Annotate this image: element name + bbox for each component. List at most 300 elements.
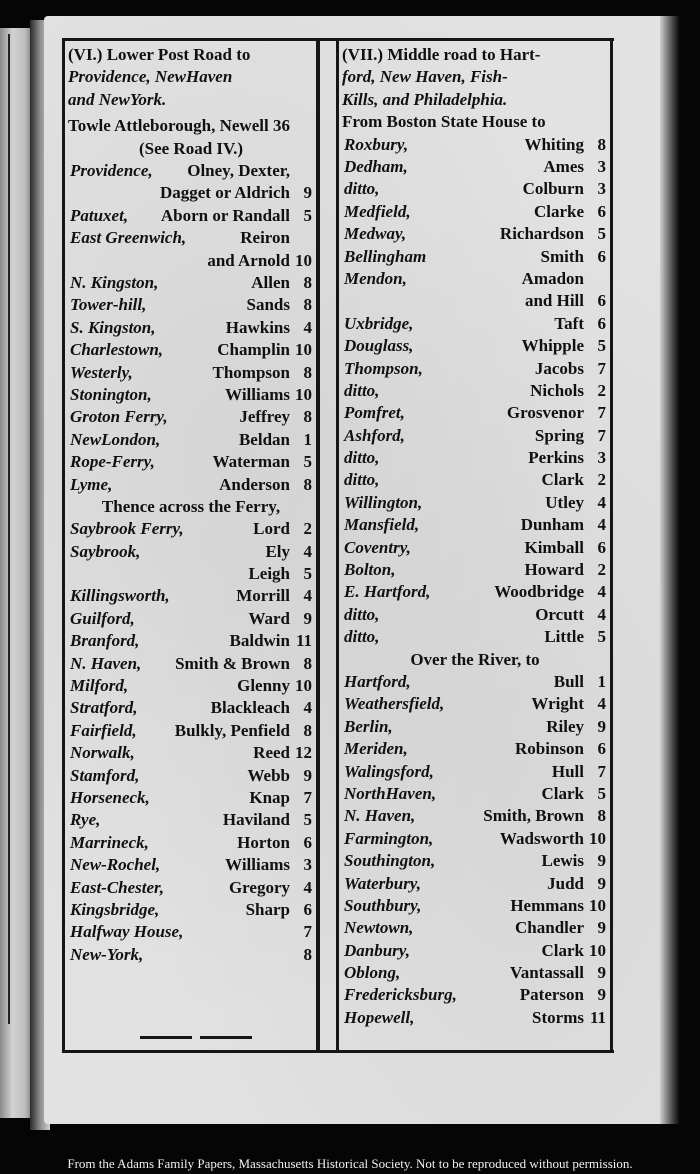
stage-row [340,1007,608,1029]
stage-place: Charlestown, [70,340,164,360]
stage-row [340,962,608,984]
stage-miles: 4 [303,541,312,561]
stage-place: Farmington, [344,828,434,848]
stage-place: Weathersfield, [344,694,445,714]
stage-miles: 7 [597,403,606,423]
innkeeper-name: Paterson [519,985,584,1005]
stage-miles: 6 [597,739,606,759]
stage-row [340,537,608,559]
stage-row [66,384,314,406]
stage-row [66,630,314,652]
stage-row [66,877,314,899]
stage-miles: 6 [303,899,312,919]
stage-row [340,492,608,514]
stage-place: N. Kingston, [70,272,159,292]
stage-place: Coventry, [344,537,411,557]
stage-miles: 12 [295,743,312,763]
stage-place: East Greenwich, [70,228,187,248]
stage-place: Saybrook, [70,541,141,561]
stage-row [66,474,314,496]
stage-row [66,272,314,294]
stage-miles: 1 [597,672,606,692]
stage-row [340,693,608,715]
stage-miles: 6 [597,246,606,266]
stage-row [340,828,608,850]
stage-place: Bellingham [344,246,427,266]
stage-miles: 5 [597,627,606,647]
frame-rule-left [62,38,65,1053]
stage-miles: 2 [597,380,606,400]
stage-list [66,518,314,966]
road-vi-column [66,44,314,966]
innkeeper-name: Bull [553,672,584,692]
stage-row [340,761,608,783]
stage-place: Dedham, [344,157,408,177]
stage-row [340,917,608,939]
end-dash [140,1036,192,1039]
stage-place: Mendon, [344,268,407,288]
stage-miles: 8 [303,474,312,494]
innkeeper-name: Clark [541,940,584,960]
ferry-line: Thence across the Ferry, [101,496,281,516]
stage-miles: 8 [597,806,606,826]
road-heading-line: Kills, and Philadelphia. [342,89,508,109]
stage-miles: 10 [295,250,312,270]
innkeeper-name: Reiron [240,228,290,248]
road-heading-line: (VII.) Middle road to Hart- [342,45,541,64]
stage-row [66,317,314,339]
stage-miles: 7 [597,425,606,445]
stage-place: Bolton, [344,560,396,580]
stage-row [340,156,608,178]
stage-miles: 11 [295,631,312,651]
innkeeper-name: Leigh [248,564,290,584]
stage-row [340,873,608,895]
stage-row [340,134,608,156]
stage-place: S. Kingston, [70,317,156,337]
stage-row [66,362,314,384]
stage-place: Branford, [70,631,140,651]
stage-miles: 6 [597,201,606,221]
stage-miles: 10 [589,828,606,848]
stage-miles: 2 [597,470,606,490]
stage-row [66,675,314,697]
innkeeper-name: Colburn [522,179,584,199]
stage-row [340,671,608,693]
stage-row [340,313,608,335]
stage-row [340,850,608,872]
innkeeper-name: Haviland [222,810,290,830]
road-heading-line: and NewYork. [68,89,167,109]
stage-place: Walingsford, [344,761,434,781]
stage-miles: 7 [597,358,606,378]
innkeeper-name: Vantassall [509,963,584,983]
stage-miles: 4 [597,582,606,602]
stage-row [66,339,314,361]
stage-place: Killingsworth, [70,586,170,606]
stage-miles: 6 [303,832,312,852]
stage-miles: 3 [597,157,606,177]
stage-row [340,783,608,805]
stage-place: NewLondon, [70,429,161,449]
innkeeper-name: Anderson [219,474,290,494]
stage-list [340,134,608,649]
stage-place: Newtown, [344,918,414,938]
innkeeper-name: and Hill [524,291,584,311]
stage-place: Waterbury, [344,873,421,893]
innkeeper-name: Judd [547,873,584,893]
stage-place: Fredericksburg, [344,985,457,1005]
stage-row [340,178,608,200]
stage-row [66,787,314,809]
stage-place: Groton Ferry, [70,407,168,427]
stage-miles: 10 [589,940,606,960]
stage-miles: 9 [597,716,606,736]
innkeeper-name: Glenny [237,676,290,696]
stage-miles: 5 [303,810,312,830]
stage-place: Saybrook Ferry, [70,519,184,539]
stage-miles: 11 [589,1007,606,1027]
stage-row [340,223,608,245]
stage-row [66,832,314,854]
stage-place: Roxbury, [344,134,409,154]
innkeeper-name: Riley [546,716,584,736]
stage-place: ditto, [344,627,380,647]
page-edge-shadow [660,16,680,1124]
stage-row [66,563,314,585]
stage-row [340,559,608,581]
innkeeper-name: Smith & Brown [175,653,290,673]
innkeeper-name: Aborn or Randall [160,205,290,225]
stage-place: ditto, [344,380,380,400]
innkeeper-name: Robinson [515,739,584,759]
stage-place: Meriden, [344,739,408,759]
stage-place: ditto, [344,604,380,624]
stage-place: Thompson, [344,358,423,378]
stage-place: Southington, [344,851,436,871]
stage-row [340,246,608,268]
road-heading-line: Providence, NewHaven [68,67,233,87]
stage-place: Marrineck, [70,832,149,852]
stage-row [66,205,314,227]
innkeeper-name: Whipple [521,336,584,356]
stage-miles: 8 [303,944,312,964]
from-line: From Boston State House to [342,112,546,132]
stage-miles: 6 [597,291,606,311]
stage-row [66,944,314,966]
stage-row [340,335,608,357]
innkeeper-name: Grosvenor [506,403,584,423]
stage-miles: 4 [597,515,606,535]
stage-place: Berlin, [344,716,393,736]
stage-row [340,358,608,380]
stage-place: Hopewell, [344,1007,415,1027]
stage-miles: 6 [597,313,606,333]
stage-miles: 5 [303,205,312,225]
stage-miles: 5 [597,336,606,356]
innkeeper-name: Reed [253,743,290,763]
facing-page-rule [8,34,10,1024]
stage-miles: 4 [597,604,606,624]
stage-place: Ashford, [344,425,405,445]
stage-place: Fairfield, [70,720,137,740]
stage-miles: 8 [303,295,312,315]
stage-miles: 8 [303,653,312,673]
stage-miles: 4 [597,492,606,512]
archive-credit: From the Adams Family Papers, Massachusetts Historical Society. Not to be reproduced without permission. [67,1156,633,1171]
innkeeper-name: Wadsworth [499,828,584,848]
stage-row [340,447,608,469]
innkeeper-name: Perkins [528,448,584,468]
stage-place: Uxbridge, [344,313,414,333]
innkeeper-name: Ward [248,608,290,628]
innkeeper-name: Waterman [212,452,290,472]
stage-miles: 2 [303,519,312,539]
innkeeper-name: Smith, Brown [483,806,584,826]
innkeeper-name: Little [544,627,584,647]
stage-row [66,541,314,563]
stage-row [340,469,608,491]
stage-place: Danbury, [344,940,410,960]
stage-place: Stonington, [70,384,152,404]
stage-place: E. Hartford, [344,582,431,602]
innkeeper-name: Olney, Dexter, [187,161,290,181]
innkeeper-name: Horton [237,832,290,852]
innkeeper-name: Bulkly, Penfield [174,720,290,740]
stage-row [66,608,314,630]
stage-row [66,742,314,764]
end-dash [200,1036,252,1039]
stage-miles: 3 [597,448,606,468]
stage-place: East-Chester, [70,877,164,897]
stage-place: N. Haven, [70,653,142,673]
stage-miles: 8 [303,272,312,292]
stage-row [340,940,608,962]
stage-miles: 9 [597,873,606,893]
innkeeper-name: Gregory [228,877,290,897]
innkeeper-name: Hemmans [510,895,584,915]
stage-row [66,809,314,831]
innkeeper-name: Allen [251,272,290,292]
stage-row [340,514,608,536]
innkeeper-name: Richardson [499,224,584,244]
road-heading-line: (VI.) Lower Post Road to [68,45,251,64]
stage-place: Southbury, [344,895,422,915]
stage-miles: 5 [597,783,606,803]
stage-row [66,765,314,787]
stage-miles: 4 [303,877,312,897]
stage-row [66,406,314,428]
innkeeper-name: Clarke [533,201,584,221]
stage-place: Westerly, [70,362,133,382]
innkeeper-name: Clark [541,783,584,803]
stage-place: Norwalk, [70,743,135,763]
innkeeper-name: Champlin [217,340,290,360]
road-vii-column [340,44,608,1029]
innkeeper-name: Kimball [524,537,584,557]
stage-place: Horseneck, [70,787,150,807]
stage-row [66,451,314,473]
stage-place: ditto, [344,448,380,468]
innkeeper-name: Ames [543,157,584,177]
stage-miles: 5 [303,452,312,472]
column-divider [316,38,320,1053]
stage-row [66,429,314,451]
stage-miles: 9 [303,765,312,785]
innkeeper-name: Spring [534,425,584,445]
frame-rule-right [610,38,613,1053]
stage-place: Stratford, [70,698,138,718]
stage-place: Guilford, [70,608,135,628]
stage-row [66,227,314,249]
stage-miles: 7 [597,761,606,781]
stage-place: Kingsbridge, [70,899,160,919]
stage-place: Oblong, [344,963,401,983]
innkeeper-name: Orcutt [535,604,584,624]
stage-place: Tower-hill, [70,295,147,315]
innkeeper-name: Howard [524,560,584,580]
innkeeper-name: Nichols [530,380,584,400]
river-line: Over the River, to [410,649,540,669]
stage-miles: 3 [303,855,312,875]
innkeeper-name: Wright [531,694,584,714]
innkeeper-name: Hull [551,761,584,781]
stage-place: Medway, [344,224,407,244]
innkeeper-name: Ely [265,541,290,561]
stage-miles: 8 [303,720,312,740]
stage-row [66,720,314,742]
stage-row [340,402,608,424]
stage-place: Hartford, [344,672,411,692]
stage-miles: 10 [295,676,312,696]
innkeeper-name: Beldan [238,429,290,449]
stage-place: Douglass, [344,336,414,356]
stage-row [340,268,608,290]
stage-place: Patuxet, [70,205,129,225]
stage-row [66,653,314,675]
stage-miles: 9 [597,985,606,1005]
stage-row [340,201,608,223]
stage-row [340,604,608,626]
stage-place: Pomfret, [344,403,405,423]
stage-miles: 9 [597,918,606,938]
stage-row [66,250,314,272]
innkeeper-name: Taft [554,313,584,333]
stage-row [340,716,608,738]
stage-miles: 10 [295,340,312,360]
stage-place: Milford, [70,676,129,696]
sub-heading-line: (See Road IV.) [138,138,244,158]
stage-place: New-Rochel, [70,855,161,875]
innkeeper-name: Clark [541,470,584,490]
innkeeper-name: and Arnold [207,250,290,270]
innkeeper-name: Webb [247,765,290,785]
innkeeper-name: Hawkins [225,317,290,337]
stage-place: Willington, [344,492,423,512]
innkeeper-name: Storms [532,1007,584,1027]
stage-row [340,581,608,603]
stage-place: Mansfield, [344,515,420,535]
stage-place: Providence, [70,161,153,181]
stage-row [66,182,314,204]
stage-miles: 9 [597,851,606,871]
stage-place: Stamford, [70,765,140,785]
innkeeper-name: Smith [540,246,584,266]
road-heading-line: ford, New Haven, Fish- [342,67,508,87]
stage-miles: 7 [303,922,312,942]
stage-row [66,160,314,182]
stage-row [340,626,608,648]
stage-miles: 10 [295,384,312,404]
stage-miles: 4 [303,317,312,337]
stage-row [66,899,314,921]
stage-row [340,425,608,447]
stage-place: ditto, [344,179,380,199]
stage-row [340,895,608,917]
stage-row [66,294,314,316]
innkeeper-name: Lewis [541,851,584,871]
innkeeper-name: Jacobs [534,358,584,378]
stage-miles: 4 [303,698,312,718]
stage-row [66,697,314,719]
stage-row [340,290,608,312]
stage-miles: 6 [597,537,606,557]
innkeeper-name: Jeffrey [239,407,290,427]
stage-miles: 8 [303,407,312,427]
innkeeper-name: Blackleach [210,698,290,718]
stage-miles: 8 [303,362,312,382]
stage-place: Rye, [70,810,101,830]
stage-miles: 2 [597,560,606,580]
innkeeper-name: Williams [225,384,290,404]
stage-miles: 8 [597,134,606,154]
innkeeper-name: Utley [545,492,584,512]
stage-miles: 4 [597,694,606,714]
stage-place: ditto, [344,470,380,490]
stage-list [340,671,608,1029]
column-divider-second [336,38,339,1053]
stage-row [66,854,314,876]
stage-place: Halfway House, [70,922,184,942]
innkeeper-name: Baldwin [229,631,290,651]
innkeeper-name: Chandler [515,918,584,938]
innkeeper-name: Dagget or Aldrich [159,183,290,203]
innkeeper-name: Thompson [212,362,290,382]
innkeeper-name: Morrill [236,586,290,606]
stage-row [340,805,608,827]
innkeeper-name: Dunham [520,515,584,535]
stage-row [66,585,314,607]
stage-miles: 9 [303,608,312,628]
stage-row [66,921,314,943]
stage-list [66,160,314,496]
innkeeper-name: Woodbridge [494,582,584,602]
stage-miles: 7 [303,787,312,807]
stage-miles: 5 [303,564,312,584]
innkeeper-name: Amadon [521,268,584,288]
stage-place: New-York, [70,944,144,964]
stage-row [340,380,608,402]
stage-miles: 4 [303,586,312,606]
stage-miles: 9 [303,183,312,203]
stage-place: Lyme, [70,474,113,494]
innkeeper-name: Lord [253,519,290,539]
innkeeper-name: Knap [249,787,290,807]
stage-place: Medfield, [344,201,411,221]
innkeeper-name: Williams [225,855,290,875]
stage-place: NorthHaven, [344,783,437,803]
stage-place: Rope-Ferry, [70,452,155,472]
